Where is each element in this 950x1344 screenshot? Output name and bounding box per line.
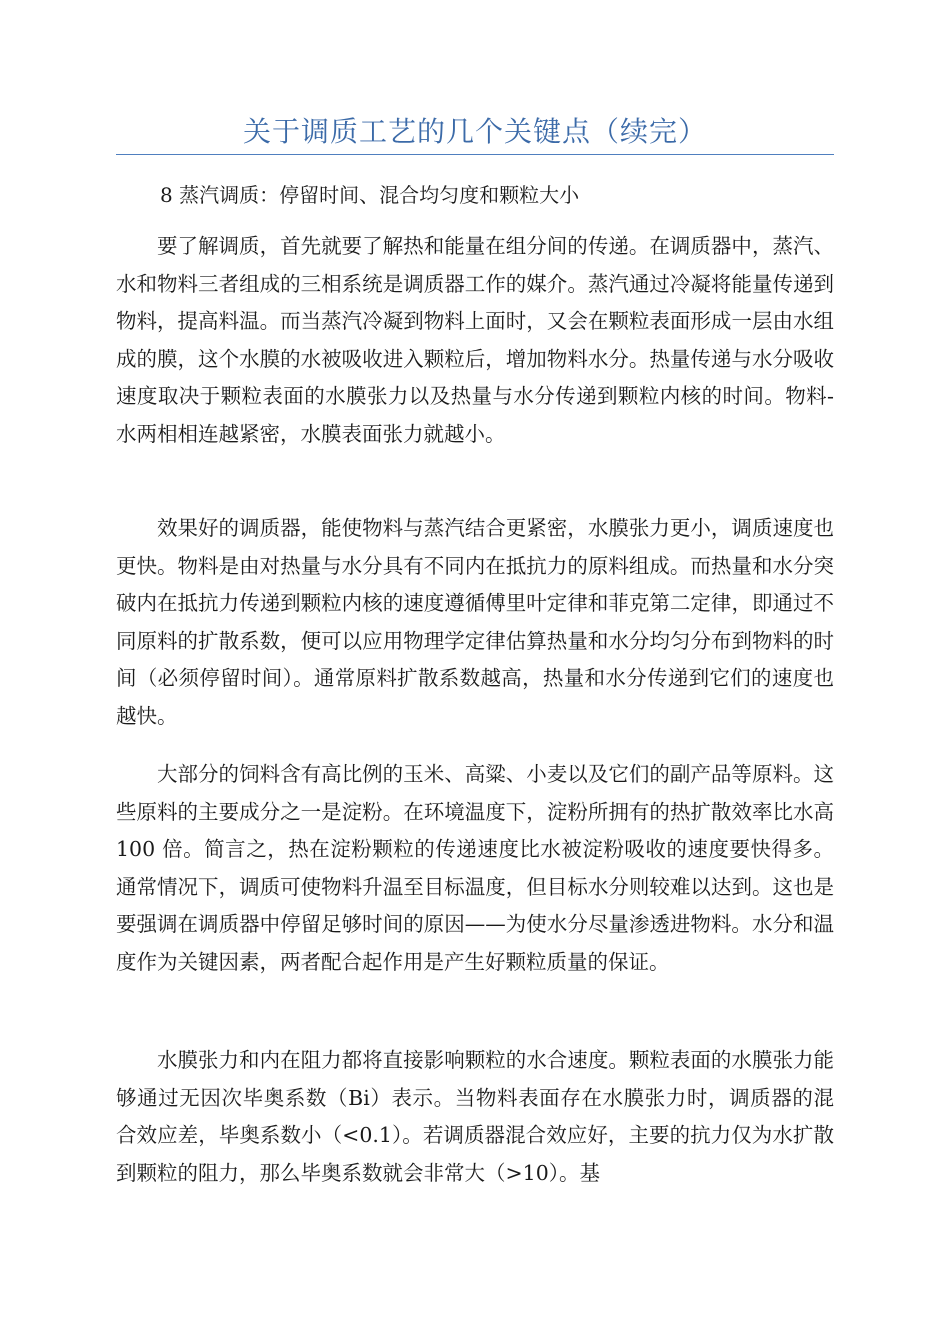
- body-paragraph-1: 要了解调质，首先就要了解热和能量在组分间的传递。在调质器中，蒸汽、水和物料三者组成的三相系统是调质器工作的媒介。蒸汽通过冷凝将能量传递到物料，提高料温。而当蒸汽冷凝到物料上面时，又会在颗粒表面形成一层由水组成的膜，这个水膜的水被吸收进入颗粒后，增加物料水分。热量传递与水分吸收速度取决于颗粒表面的水膜张力以及热量与水分传递到颗粒内核的时间。物料-水两相相连越紧密，水膜表面张力就越小。: [116, 234, 834, 446]
- section-heading: 8 蒸汽调质：停留时间、混合均匀度和颗粒大小: [160, 183, 580, 207]
- body-paragraph-4: 水膜张力和内在阻力都将直接影响颗粒的水合速度。颗粒表面的水膜张力能够通过无因次毕奥系数（Bi）表示。当物料表面存在水膜张力时，调质器的混合效应差，毕奥系数小（<0.1）。若调质器混合效应好，主要的抗力仅为水扩散到颗粒的阻力，那么毕奥系数就会非常大（>10）。基: [116, 1048, 834, 1185]
- body-paragraph-3: 大部分的饲料含有高比例的玉米、高粱、小麦以及它们的副产品等原料。这些原料的主要成分之一是淀粉。在环境温度下，淀粉所拥有的热扩散效率比水高 100 倍。简言之，热在淀粉颗粒的传递速度比水被淀粉吸收的速度要快得多。通常情况下，调质可使物料升温至目标温度，但目标水分则较难以达到。这也是要强调在调质器中停留足够时间的原因——为使水分尽量渗透进物料。水分和温度作为关键因素，两者配合起作用是产生好颗粒质量的保证。: [116, 762, 834, 974]
- title-underline: [116, 154, 834, 155]
- body-paragraph-2: 效果好的调质器，能使物料与蒸汽结合更紧密，水膜张力更小，调质速度也更快。物料是由对热量与水分具有不同内在抵抗力的原料组成。而热量和水分突破内在抵抗力传递到颗粒内核的速度遵循傅里叶定律和菲克第二定律，即通过不同原料的扩散系数，便可以应用物理学定律估算热量和水分均匀分布到物料的时间（必须停留时间）。通常原料扩散系数越高，热量和水分传递到它们的速度也越快。: [116, 516, 834, 728]
- page-title: 关于调质工艺的几个关键点（续完）: [242, 115, 707, 148]
